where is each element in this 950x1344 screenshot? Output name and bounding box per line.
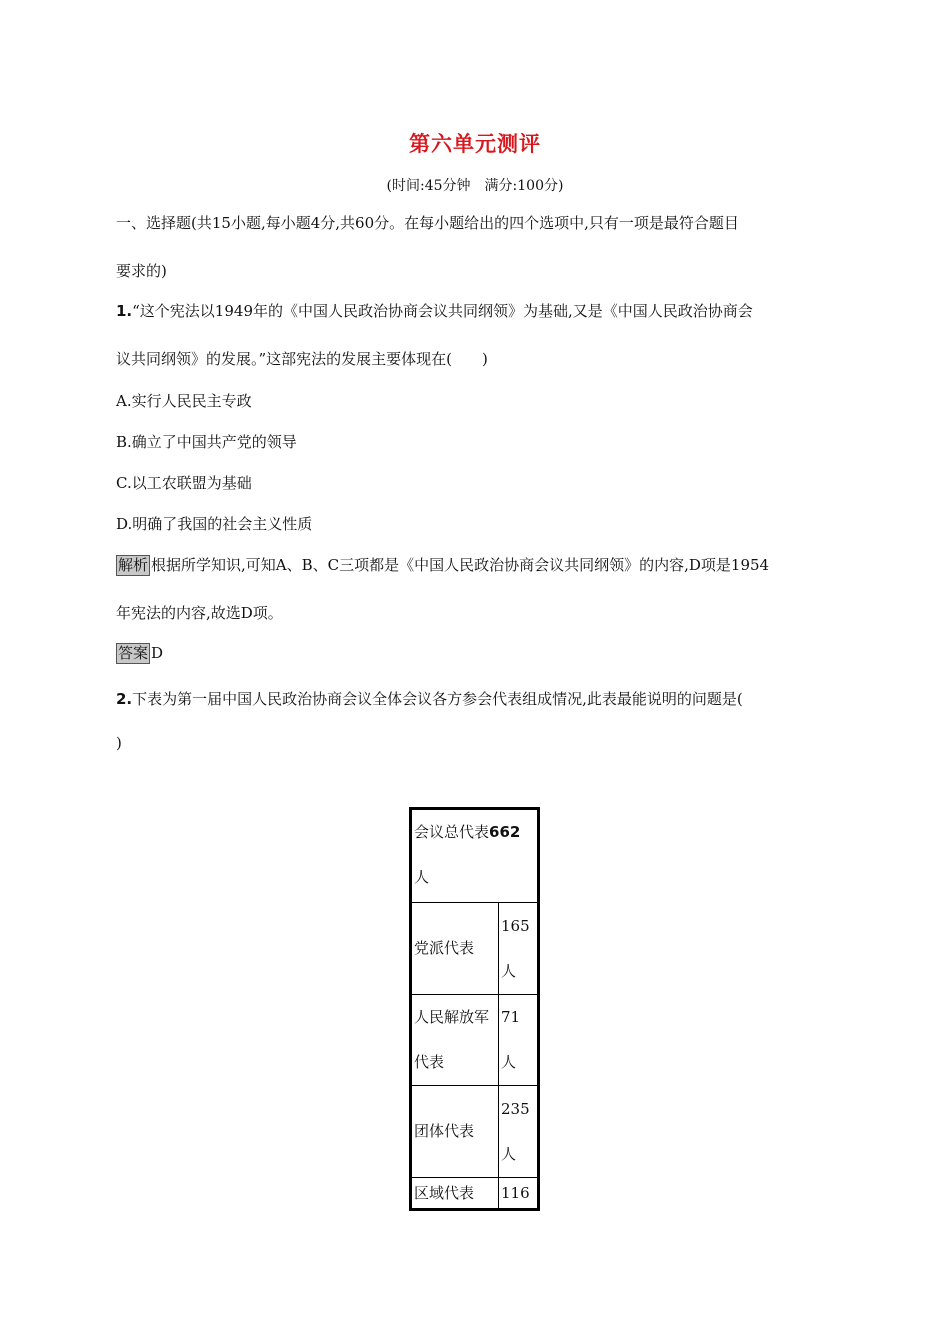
table-row bbox=[411, 1086, 539, 1178]
section-heading-line1: 一、选择题(共15小题,每小题4分,共60分。在每小题给出的四个选项中,只有一项是最符合题目 bbox=[116, 214, 739, 232]
total-unit: 人 bbox=[414, 868, 430, 886]
row-count: 116 bbox=[499, 1178, 539, 1210]
question-2-stem-line1 bbox=[116, 688, 743, 709]
question-2-number: 2. bbox=[116, 690, 133, 708]
question-1-text: “这个宪法以1949年的《中国人民政治协商会议共同纲领》为基础,又是《中国人民政治协商会 bbox=[132, 302, 753, 320]
question-1-answer bbox=[116, 643, 163, 664]
table-row bbox=[411, 995, 539, 1086]
table-row bbox=[411, 809, 539, 903]
representatives-table bbox=[409, 807, 540, 1211]
row-label: 区域代表 bbox=[411, 1178, 499, 1210]
question-1-analysis-line2: 年宪法的内容,故选D项。 bbox=[116, 604, 283, 622]
table-row bbox=[411, 1178, 539, 1210]
row-label: 党派代表 bbox=[411, 903, 499, 995]
total-representatives-cell bbox=[411, 809, 539, 903]
section-heading-line2: 要求的) bbox=[116, 262, 167, 280]
question-2-text: 下表为第一届中国人民政治协商会议全体会议各方参会代表组成情况,此表最能说明的问题是( bbox=[132, 690, 743, 708]
analysis-text: 根据所学知识,可知A、B、C三项都是《中国人民政治协商会议共同纲领》的内容,D项是1954 bbox=[151, 556, 770, 574]
row-count: 71人 bbox=[499, 995, 539, 1086]
row-label: 人民解放军代表 bbox=[411, 995, 499, 1086]
row-count: 165人 bbox=[499, 903, 539, 995]
answer-tag: 答案 bbox=[118, 644, 149, 662]
question-2-stem-line2: ) bbox=[116, 734, 122, 752]
table-row bbox=[411, 903, 539, 995]
question-1-option-c: C.以工农联盟为基础 bbox=[116, 474, 252, 492]
question-1-stem-line1 bbox=[116, 300, 753, 321]
question-1-option-d: D.明确了我国的社会主义性质 bbox=[116, 515, 313, 533]
analysis-tag: 解析 bbox=[118, 556, 149, 574]
row-count: 235人 bbox=[499, 1086, 539, 1178]
total-label: 会议总代表 bbox=[414, 823, 490, 841]
question-1-number: 1. bbox=[116, 302, 133, 320]
total-count: 662 bbox=[489, 823, 521, 841]
exam-info: (时间:45分钟 满分:100分) bbox=[386, 178, 564, 194]
question-1-option-a: A.实行人民民主专政 bbox=[116, 392, 252, 410]
question-1-stem-line2: 议共同纲领》的发展。”这部宪法的发展主要体现在( ) bbox=[116, 350, 488, 368]
page-title: 第六单元测评 bbox=[409, 132, 541, 156]
answer-value: D bbox=[151, 644, 164, 662]
question-1-analysis-line1 bbox=[116, 554, 769, 576]
row-label: 团体代表 bbox=[411, 1086, 499, 1178]
question-1-option-b: B.确立了中国共产党的领导 bbox=[116, 433, 297, 451]
